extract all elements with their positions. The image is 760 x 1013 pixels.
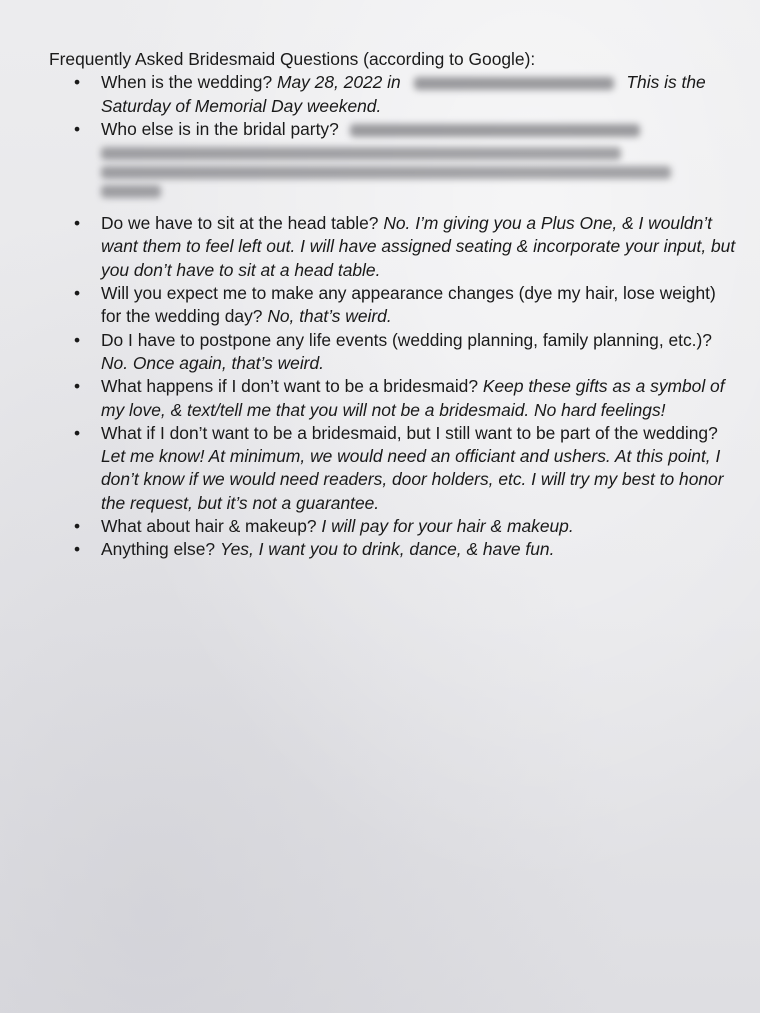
show-through-text — [80, 600, 85, 623]
faq-answer: No, that’s weird. — [267, 306, 392, 327]
faq-answer: I will pay for your hair & makeup. — [321, 516, 574, 537]
faq-item — [74, 422, 739, 515]
bullet: • — [74, 422, 81, 443]
document-title: Frequently Asked Bridesmaid Questions (according to Google): — [49, 49, 536, 69]
redacted-names — [350, 124, 640, 137]
faq-answer-continued: This is the Saturday of Memorial Day weekend. — [101, 72, 706, 116]
faq-question: What happens if I don’t want to be a bridesmaid? — [101, 376, 479, 397]
bullet: • — [74, 118, 81, 139]
faq-item — [74, 515, 739, 538]
faq-document — [49, 48, 739, 562]
bullet: • — [74, 72, 81, 93]
faq-question: Will you expect me to make any appearance changes (dye my hair, lose weight) for the wedding day? — [101, 283, 716, 327]
faq-question: Do I have to postpone any life events (wedding planning, family planning, etc.)? — [101, 329, 712, 350]
redacted-names — [101, 166, 671, 179]
bullet: • — [74, 539, 81, 560]
faq-question: Do we have to sit at the head table? — [101, 213, 379, 234]
faq-answer: Yes, I want you to drink, dance, & have fun. — [219, 539, 555, 560]
faq-answer: No. I’m giving you a Plus One, & I wouldn’t want them to feel left out. I will have assigned seating & incorporate your input, but you don’t have to sit at a head table. — [101, 213, 736, 280]
bullet: • — [74, 516, 81, 537]
faq-answer: Keep these gifts as a symbol of my love, & text/tell me that you will not be a bridesmaid. No hard feelings! — [101, 376, 725, 420]
redacted-names — [101, 147, 621, 160]
bullet: • — [74, 283, 81, 304]
faq-item — [74, 212, 739, 282]
faq-item — [74, 375, 739, 422]
faq-item — [74, 282, 739, 329]
faq-item — [74, 71, 739, 118]
faq-question: Who else is in the bridal party? — [101, 118, 339, 139]
bullet: • — [74, 329, 81, 350]
faq-question: Anything else? — [101, 539, 216, 560]
faq-question: When is the wedding? — [101, 72, 273, 93]
bullet: • — [74, 376, 81, 397]
bullet: • — [74, 213, 81, 234]
faq-item — [74, 329, 739, 376]
faq-question: What about hair & makeup? — [101, 516, 317, 537]
faq-item — [74, 118, 739, 198]
faq-answer: May 28, 2022 in — [276, 72, 401, 93]
redacted-names — [101, 185, 161, 198]
faq-item — [74, 538, 739, 561]
faq-question: What if I don’t want to be a bridesmaid, but I still want to be part of the wedding? — [101, 422, 718, 443]
redacted-location — [414, 77, 614, 90]
faq-list — [49, 71, 739, 561]
faq-answer: Let me know! At minimum, we would need an officiant and ushers. At this point, I don’t know if we would need readers, door holders, etc. I will try my best to honor the request, but it’s not a guarantee. — [101, 446, 724, 513]
faq-answer: No. Once again, that’s weird. — [101, 352, 324, 373]
